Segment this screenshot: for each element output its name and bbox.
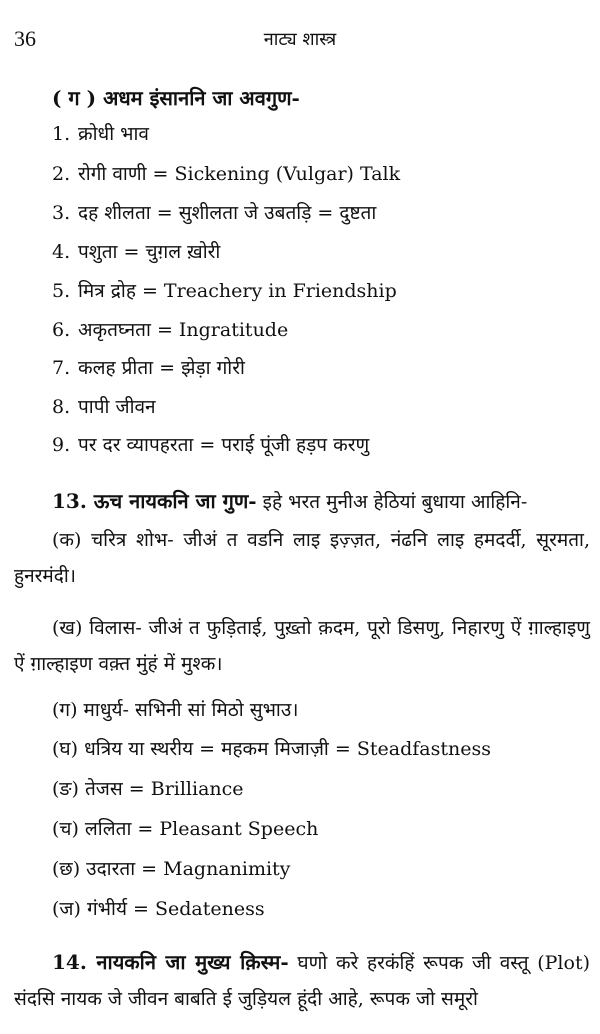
paragraph-ka: (क) चरित्र शोभ- जीअं त वडनि लाइ इज़्ज़त, नंढनि लाइ हमदर्दी, सूरमता, हुनरमंदी। [14,529,590,587]
list-item: 2. रोगी वाणी = Sickening (Vulgar) Talk [52,163,401,185]
section-14-heading: 14. नायकनि जा मुख्य क़िस्म- [52,950,289,974]
section-14-text: घणो करे हरकंहिं रूपक जी वस्तू (Plot) संदसि नायक जे जीवन बाबति ई जुड़ियल हूंदी आहे, रूपक जो समूरो [14,952,590,1010]
list-item: 5. मित्र द्रोह = Treachery in Friendship [52,280,397,302]
quality-item: (छ) उदारता = Magnanimity [52,858,291,880]
quality-item: (घ) धत्रिय या स्थरीय = महकम मिजाज़ी = Steadfastness [52,738,491,760]
list-item: 1. क्रोधी भाव [52,123,150,145]
paragraph-kha: (ख) विलास- जीअं त फुड़िताई, पुख़्तो क़दम, पूरो डिसणु, निहारणु ऐं ग़ाल्हाइणु ऐं ग़ाल्हाइण वक़्त मुंहं में मुश्क। [14,617,590,675]
quality-item: (ज) गंभीर्य = Sedateness [52,898,265,920]
quality-item: (ग) माधुर्य- सभिनी सां मिठो सुभाउ। [52,699,299,721]
section-ga-heading: ( ग ) अधम इंसाननि जा अवगुण- [52,86,300,110]
list-item: 8. पापी जीवन [52,396,156,418]
list-item: 7. कलह प्रीता = झेड़ा गोरी [52,357,245,379]
page-number: 36 [14,26,36,51]
running-title: नाट्य शास्त्र [263,29,337,50]
section-13-line [52,487,527,514]
section-13-intro: इहे भरत मुनीअ हेठियां बुधाया आहिनि- [262,491,528,513]
list-item: 9. पर दर व्यापहरता = पराई पूंजी हड़प करणु [52,434,370,456]
list-item: 6. अकृतघ्नता = Ingratitude [52,319,289,341]
section-14-paragraph [14,944,590,1017]
section-13-heading: 13. ऊच नायकनि जा गुण- [52,489,257,513]
list-item: 4. पशुता = चुग़ल ख़ोरी [52,241,221,263]
quality-item: (ङ) तेजस = Brilliance [52,778,244,800]
quality-item: (च) ललिता = Pleasant Speech [52,818,319,840]
page-header [0,0,600,50]
list-item: 3. दह शीलता = सुशीलता जे उबतड़ि = दुष्टता [52,202,377,224]
